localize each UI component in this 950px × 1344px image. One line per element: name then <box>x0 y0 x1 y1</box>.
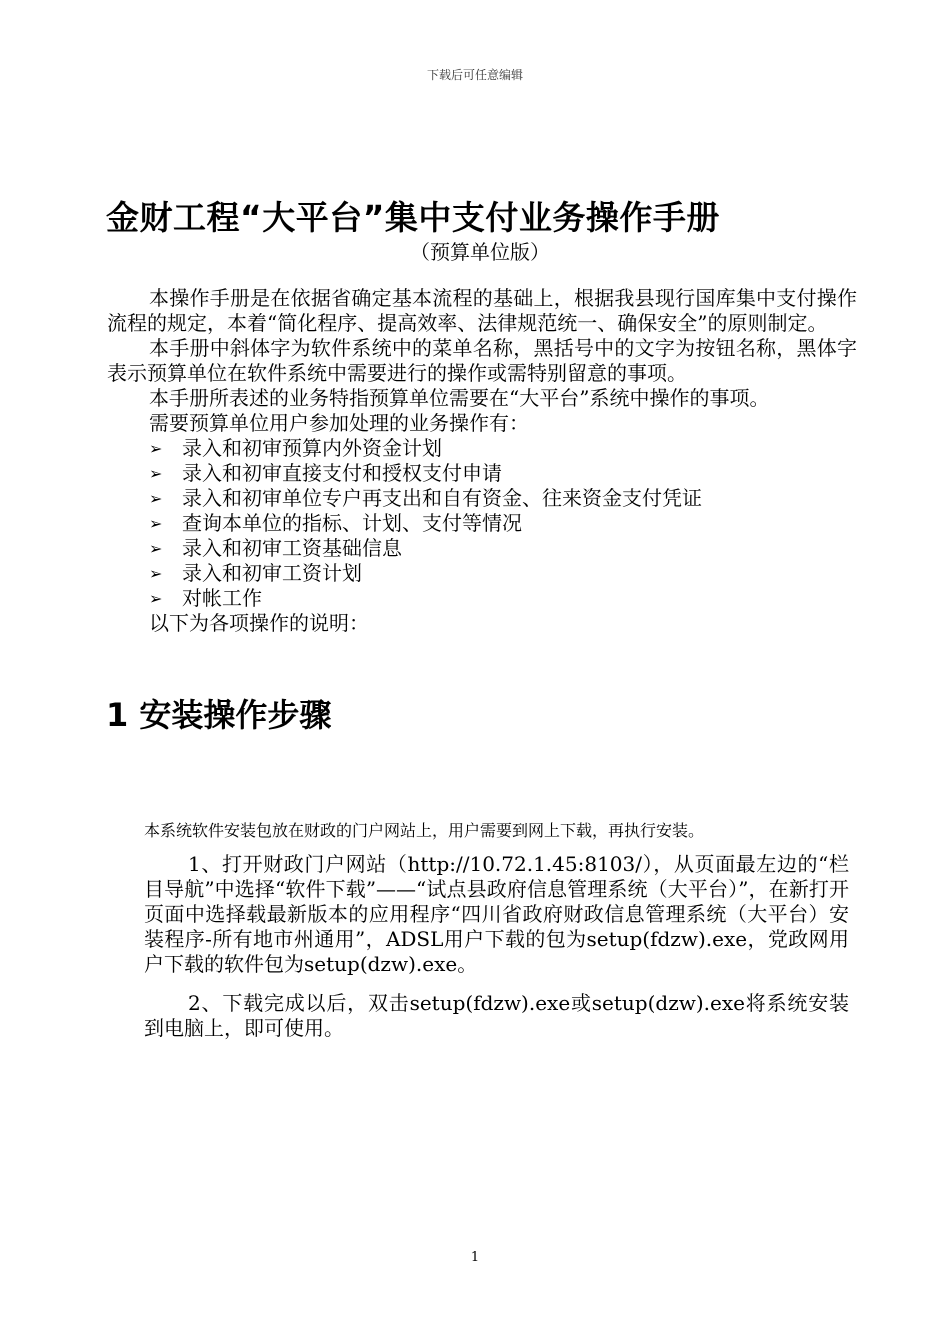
arrow-bullet-icon: ➢ <box>149 589 163 608</box>
arrow-bullet-icon: ➢ <box>149 564 163 583</box>
arrow-bullet-icon: ➢ <box>149 439 163 458</box>
list-item <box>149 486 857 511</box>
header-note: 下载后可任意编辑 <box>426 68 523 82</box>
list-item <box>149 536 857 561</box>
list-item <box>149 436 857 461</box>
list-item-text: 查询本单位的指标、计划、支付等情况 <box>182 511 522 535</box>
list-item-text: 录入和初审单位专户再支出和自有资金、往来资金支付凭证 <box>182 486 702 510</box>
install-step-1: 1、打开财政门户网站（http://10.72.1.45:8103/），从页面最左边的“栏目导航”中选择“软件下载”——“试点县政府信息管理系统（大平台）”，在新打开页面中选择载最新版本的应用程序“四川省政府财政信息管理系统（大平台）安装程序-所有地市州通用”，ADSL用户下载的包为setup(fdzw).exe，党政网用户下载的软件包为setup(dzw).exe。 <box>144 852 849 976</box>
intro-paragraph-4: 需要预算单位用户参加处理的业务操作有： <box>149 411 529 435</box>
intro-paragraph-3: 本手册所表述的业务特指预算单位需要在“大平台”系统中操作的事项。 <box>149 386 770 410</box>
list-item <box>149 461 857 486</box>
arrow-bullet-icon: ➢ <box>149 539 163 558</box>
document-title: 金财工程“大平台”集中支付业务操作手册 <box>106 198 720 237</box>
install-step-2: 2、下载完成以后，双击setup(fdzw).exe或setup(dzw).exe将系统安装到电脑上，即可使用。 <box>144 991 849 1040</box>
arrow-bullet-icon: ➢ <box>149 464 163 483</box>
list-item-text: 对帐工作 <box>182 586 262 610</box>
list-item <box>149 511 857 536</box>
list-item <box>149 561 857 586</box>
install-steps <box>144 852 849 1055</box>
document-subtitle: （预算单位版） <box>410 240 550 264</box>
intro-paragraph-2: 本手册中斜体字为软件系统中的菜单名称，黑括号中的文字为按钮名称，黑体字表示预算单位在软件系统中需要进行的操作或需特别留意的事项。 <box>107 336 857 385</box>
section-heading-install: 1 安装操作步骤 <box>106 696 332 734</box>
arrow-bullet-icon: ➢ <box>149 489 163 508</box>
arrow-bullet-icon: ➢ <box>149 514 163 533</box>
list-item-text: 录入和初审直接支付和授权支付申请 <box>182 461 502 485</box>
list-item-text: 录入和初审预算内外资金计划 <box>182 436 442 460</box>
list-item-text: 录入和初审工资基础信息 <box>182 536 402 560</box>
intro-paragraph-1: 本操作手册是在依据省确定基本流程的基础上，根据我县现行国库集中支付操作流程的规定，本着“简化程序、提高效率、法律规范统一、确保安全”的原则制定。 <box>107 286 857 335</box>
page-number: 1 <box>470 1250 480 1265</box>
install-intro: 本系统软件安装包放在财政的门户网站上，用户需要到网上下载，再执行安装。 <box>144 821 705 840</box>
intro-section <box>107 286 857 636</box>
list-item-text: 录入和初审工资计划 <box>182 561 362 585</box>
intro-closing: 以下为各项操作的说明： <box>149 611 369 635</box>
operations-list <box>107 436 857 611</box>
list-item <box>149 586 857 611</box>
